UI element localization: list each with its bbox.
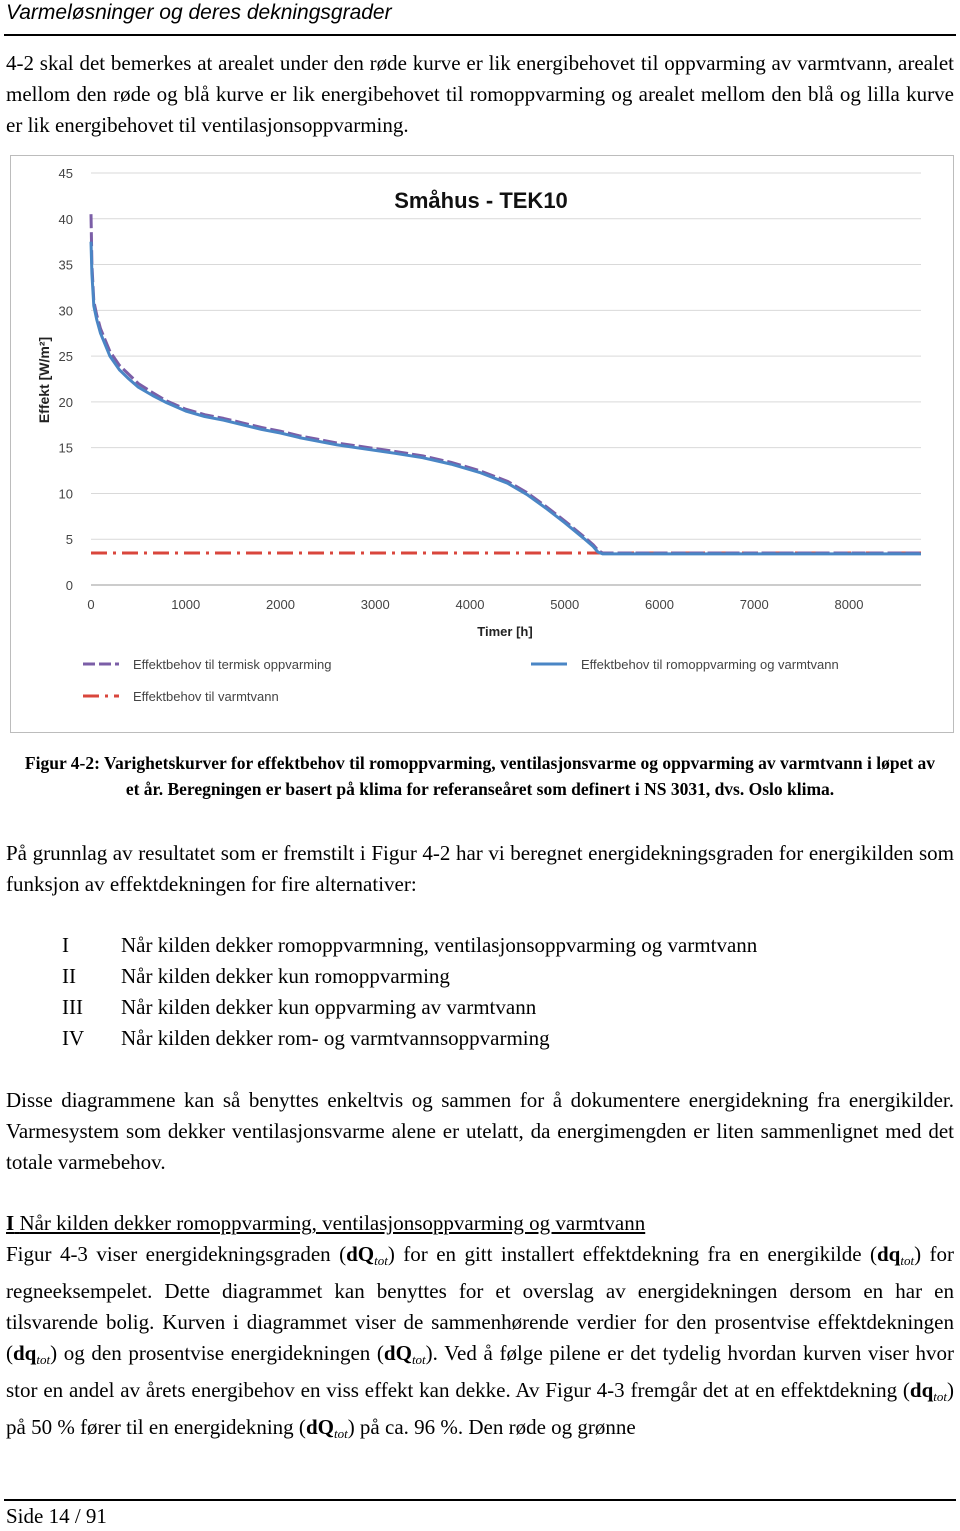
y-tick-label: 25 (58, 349, 73, 365)
x-tick-label: 1000 (171, 597, 201, 612)
list-item-numeral: I (62, 933, 69, 957)
symbol-dQtot: $dQ_{tot}$ (346, 1242, 388, 1268)
y-tick-label: 5 (65, 532, 73, 548)
section-heading-text: Når kilden dekker romoppvarming, ventilasjonsoppvarming og varmtvann (19, 1211, 646, 1235)
symbol-dQtot: $dQ_{tot}$ (305, 1415, 348, 1441)
list-item-numeral: IV (62, 1026, 85, 1050)
text-run: ) på 50 % fører til en energidekning ( (6, 1378, 954, 1439)
chart-title: Småhus - TEK10 (394, 188, 568, 213)
footer-rule (4, 1499, 956, 1501)
figure-caption: Figur 4-2: Varighetskurver for effektbehov til romoppvarming, ventilasjonsvarme og oppvarming av varmtvann i løpet av et år. Beregningen er basert på klima for referanseåret som definert i NS 3031, dvs. Oslo klima. (24, 753, 936, 799)
list-item-text: Når kilden dekker romoppvarmning, ventilasjonsoppvarming og varmtvann (121, 933, 758, 957)
x-tick-label: 7000 (739, 597, 769, 612)
x-tick-label: 3000 (360, 597, 390, 612)
text-run: ) for regneeksempelet. Dette diagrammet kan benyttes for et overslag av energidekningen dersom en har en tilsvarende bolig. Kurven i diagrammet viser de sammenhørende verdier for den prosentvise effektdekningen ( (6, 1242, 954, 1365)
symbol-dQtot: $dQ_{tot}$ (383, 1341, 426, 1367)
list-item-text: Når kilden dekker kun romoppvarming (121, 964, 450, 988)
y-tick-label: 20 (58, 394, 73, 410)
series-line (91, 242, 921, 554)
x-tick-label: 5000 (550, 597, 580, 612)
legend-label: Effektbehov til romoppvarming og varmtvann (581, 657, 839, 672)
symbol-dqtot: $dq_{tot}$ (876, 1242, 915, 1268)
y-axis-label: Effekt [W/m²] (36, 336, 52, 424)
y-tick-label: 40 (58, 211, 73, 227)
results-paragraph: På grunnlag av resultatet som er fremstilt i Figur 4-2 har vi beregnet energidekningsgraden for energikilden som funksjon av effektdekningen for fire alternativer: (6, 841, 954, 896)
text-run: ) og den prosentvise energidekningen ( (50, 1341, 384, 1365)
symbol-dqtot: $dq_{tot}$ (13, 1341, 51, 1367)
x-tick-label: 8000 (834, 597, 864, 612)
section-heading (6, 1208, 645, 1239)
y-tick-label: 30 (58, 303, 73, 319)
section-numeral: I (6, 1211, 15, 1235)
x-axis-label: Timer [h] (477, 624, 533, 639)
legend-label: Effektbehov til termisk oppvarming (133, 657, 332, 672)
intro-paragraph: 4-2 skal det bemerkes at arealet under den røde kurve er lik energibehovet til oppvarming av varmtvann, arealet mellom den røde og blå kurve er lik energibehovet til romoppvarming og arealet mellom den blå og lilla kurve er lik energibehovet til ventilasjonsoppvarming. (6, 51, 954, 137)
list-item-text: Når kilden dekker kun oppvarming av varmtvann (121, 995, 537, 1019)
y-tick-label: 45 (58, 166, 73, 181)
x-tick-label: 6000 (645, 597, 674, 612)
text-run: Figur 4-3 viser energidekningsgraden ( (6, 1242, 347, 1266)
x-tick-label: 4000 (455, 597, 485, 612)
page-number: Side 14 / 91 (6, 1504, 107, 1528)
text-run: ). Ved å følge pilene er det tydelig hvordan kurven viser hvor stor en andel av årets energibehov en viss effekt kan dekke. Av Figur 4-3 fremgår det at en effektdekning ( (6, 1341, 954, 1402)
text-run: ) på ca. 96 %. Den røde og grønne (347, 1415, 636, 1439)
header-rule (4, 34, 956, 36)
text-run: ) for en gitt installert effektdekning fra en energikilde ( (387, 1242, 877, 1266)
list-item-numeral: II (62, 964, 76, 988)
x-tick-label: 2000 (266, 597, 295, 612)
list-item-text: Når kilden dekker rom- og varmtvannsoppvarming (121, 1026, 550, 1050)
y-tick-label: 0 (65, 578, 73, 593)
y-tick-label: 10 (58, 486, 73, 502)
y-tick-label: 35 (58, 257, 73, 273)
legend-label: Effektbehov til varmtvann (133, 689, 279, 704)
section-paragraph (6, 1239, 954, 1449)
list-item-numeral: III (62, 995, 83, 1019)
chart-svg (11, 156, 955, 734)
x-tick-label: 0 (87, 597, 95, 612)
y-tick-label: 15 (58, 440, 73, 456)
chart-figure (10, 155, 954, 733)
running-header: Varmeløsninger og deres dekningsgrader (6, 1, 392, 24)
symbol-dqtot: $dq_{tot}$ (909, 1378, 947, 1404)
usage-paragraph: Disse diagrammene kan så benyttes enkeltvis og sammen for å dokumentere energidekning fra energikilder. Varmesystem som dekker ventilasjonsvarme alene er utelatt, da energimengden er liten sammenlignet med det totale varmebehov. (6, 1088, 954, 1174)
